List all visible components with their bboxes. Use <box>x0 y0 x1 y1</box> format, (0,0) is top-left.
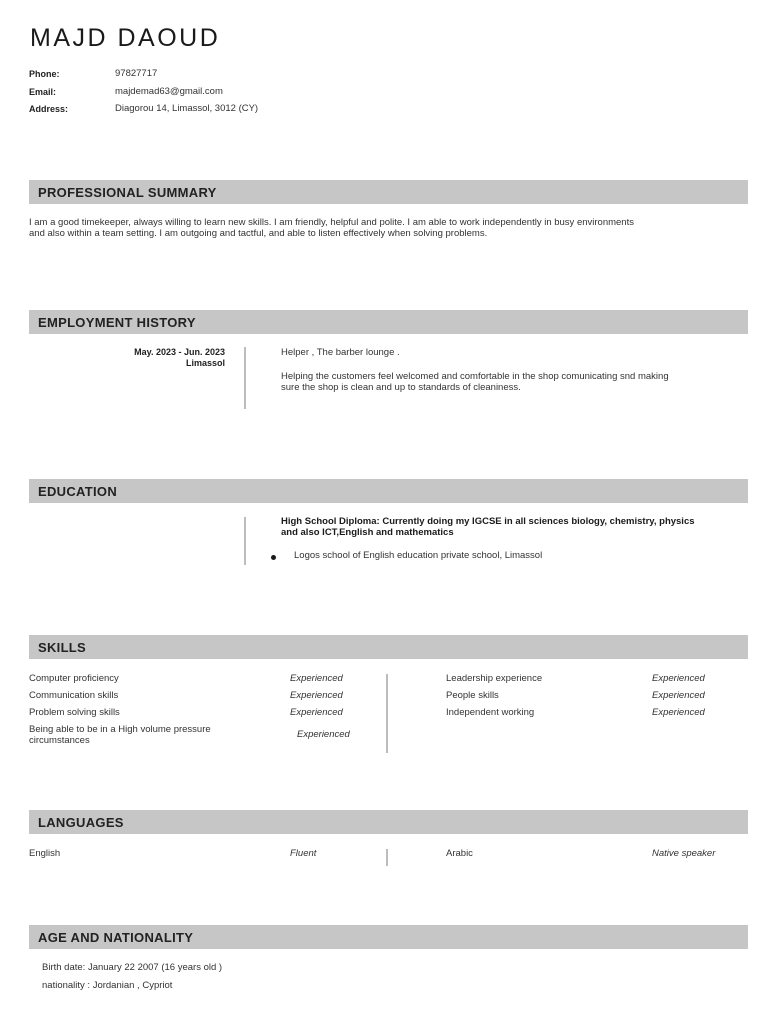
job-description <box>281 371 751 393</box>
section-title: EDUCATION <box>38 484 118 499</box>
language-level: Fluent <box>290 848 317 859</box>
education-line-2: and also ICT,English and mathematics <box>281 527 454 538</box>
email-label: Email: <box>29 87 57 97</box>
summary-line-1: I am a good timekeeper, always willing to learn new skills. I am friendly, helpful and polite. I am able to work independently in busy environments <box>29 217 634 228</box>
skill-name: Problem solving skills <box>29 707 120 718</box>
timeline-divider <box>244 517 246 565</box>
language-name: English <box>29 848 61 859</box>
nationality: nationality : Jordanian , Cypriot <box>42 980 173 991</box>
language-level: Native speaker <box>652 848 716 859</box>
section-title: AGE AND NATIONALITY <box>38 930 194 945</box>
birth-date: Birth date: January 22 2007 (16 years old ) <box>42 962 223 973</box>
skill-name: People skills <box>446 690 499 701</box>
timeline-divider <box>244 347 246 409</box>
section-header-skills <box>29 635 748 659</box>
section-header-summary <box>29 180 748 204</box>
skill-level: Experienced <box>290 690 343 701</box>
section-header-employment <box>29 310 748 334</box>
skill-name: Leadership experience <box>446 673 543 684</box>
column-divider <box>386 849 388 866</box>
skill-level: Experienced <box>297 729 350 740</box>
section-header-languages <box>29 810 748 834</box>
column-divider <box>386 674 388 753</box>
phone-value: 97827717 <box>115 68 158 79</box>
section-header-education <box>29 479 748 503</box>
summary-line-2: and also within a team setting. I am outgoing and tactful, and able to listen effectively when solving problems. <box>29 228 488 239</box>
section-title: EMPLOYMENT HISTORY <box>38 315 196 330</box>
employment-dates: May. 2023 - Jun. 2023 <box>134 347 225 357</box>
skill-name-line-1: Being able to be in a High volume pressure <box>29 724 211 735</box>
skill-level: Experienced <box>290 707 343 718</box>
skill-name <box>29 724 259 746</box>
skill-level: Experienced <box>290 673 343 684</box>
language-name: Arabic <box>446 848 473 859</box>
bullet-icon <box>271 555 276 560</box>
summary-text <box>29 217 754 239</box>
email-value: majdemad63@gmail.com <box>115 86 223 97</box>
skill-level: Experienced <box>652 707 705 718</box>
section-title: PROFESSIONAL SUMMARY <box>38 185 217 200</box>
employment-dates-block <box>60 347 225 369</box>
applicant-name: MAJD DAOUD <box>30 24 221 52</box>
address-value: Diagorou 14, Limassol, 3012 (CY) <box>115 103 259 114</box>
employment-location: Limassol <box>185 358 225 368</box>
skill-level: Experienced <box>652 690 705 701</box>
skill-name: Computer proficiency <box>29 673 119 684</box>
education-school: Logos school of English education private school, Limassol <box>294 550 543 561</box>
phone-label: Phone: <box>29 69 60 79</box>
skill-name-line-2: circumstances <box>29 735 90 746</box>
job-description-line-1: Helping the customers feel welcomed and comfortable in the shop comunicating snd making <box>281 371 669 382</box>
job-description-line-2: sure the shop is clean and up to standards of cleaniness. <box>281 382 521 393</box>
section-header-age-nationality <box>29 925 748 949</box>
address-label: Address: <box>29 104 69 114</box>
skill-name: Communication skills <box>29 690 119 701</box>
section-title: SKILLS <box>38 640 87 655</box>
skill-level: Experienced <box>652 673 705 684</box>
skill-name: Independent working <box>446 707 535 718</box>
job-title: Helper , The barber lounge . <box>281 347 400 358</box>
education-line-1: High School Diploma: Currently doing my IGCSE in all sciences biology, chemistry, physics <box>281 516 695 527</box>
education-degree <box>281 516 751 538</box>
section-title: LANGUAGES <box>38 815 124 830</box>
